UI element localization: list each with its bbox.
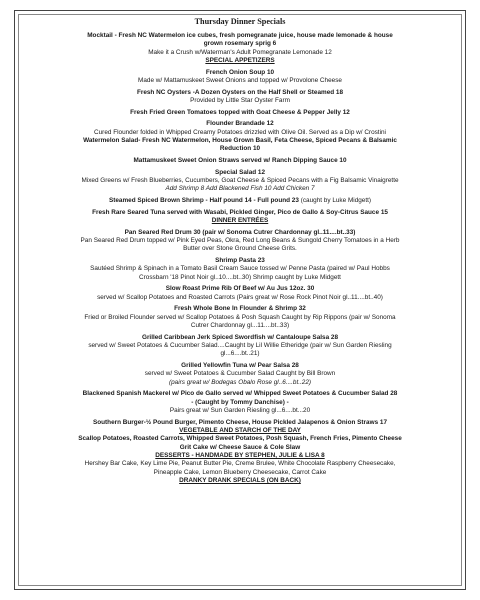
entrees-heading: DINNER ENTRÉES	[211, 216, 269, 224]
soup-name: French Onion Soup 10	[205, 68, 275, 76]
flounder-desc-2: Cutrer Chardonnay gl...11....bt..33)	[190, 321, 290, 329]
vegetables-line-1: Scallop Potatoes, Roasted Carrots, Whipped Sweet Potatoes, Posh Squash, French Fries, Pimento Cheese	[78, 435, 402, 443]
swordfish-desc-1: served w/ Sweet Potatoes & Cucumber Salad....Caught by Lil Willie Etheridge (pair w/ Sun Garden Riesling	[88, 341, 392, 349]
mackerel-pair: Pairs great w/ Sun Garden Riesling gl...6....bt...20	[169, 406, 311, 414]
oysters-name: Fresh NC Oysters -A Dozen Oysters on the Half Shell or Steamed 18	[136, 88, 344, 96]
brandade-name: Flounder Brandade 12	[206, 120, 274, 128]
shrimp-name: Steamed Spiced Brown Shrimp - Half pound 14 - Full pound 23	[108, 196, 299, 204]
prime-rib-name: Slow Roast Prime Rib Of Beef w/ Au Jus 12oz. 30	[165, 285, 315, 293]
special-salad-addons: Add Shrimp 8 Add Blackened Fish 10 Add Chicken 7	[165, 185, 315, 193]
shrimp-note: (caught by Luke Midgett)	[300, 196, 372, 204]
menu-content	[22, 14, 458, 485]
oysters-desc: Provided by Little Star Oyster Farm	[190, 97, 290, 104]
mackerel-name-1: Blackened Spanish Mackerel w/ Pico de Gallo served w/ Whipped Sweet Potatoes & Cucumber Salad 28	[82, 390, 398, 398]
onion-straws-name: Mattamuskeet Sweet Onion Straws served w/ Ranch Dipping Sauce 10	[133, 156, 347, 164]
flounder-desc-1: Fried or Broiled Flounder served w/ Scallop Potatoes & Posh Squash Caught by Rip Rippons (pair w/ Sonoma	[84, 313, 396, 321]
crush-line: Make it a Crush w/Waterman's Adult Pomegranate Lemonade 12	[148, 48, 332, 56]
vegetables-line-2: Grit Cake w/ Cheese Sauce & Cole Slaw	[179, 443, 301, 451]
prime-rib-desc: served w/ Scallop Potatoes and Roasted Carrots (Pairs great w/ Rose Rock Pinot Noir gl..11....bt..40)	[97, 293, 383, 301]
swordfish-desc-2: gl...6....bt..21)	[220, 350, 260, 358]
desserts-line-1: Hershey Bar Cake, Key Lime Pie, Peanut Butter Pie, Creme Brulee, White Chocolate Raspberry Cheesecake,	[84, 460, 396, 468]
mackerel-name-2: - (Caught by Tommy Danchise) -	[191, 398, 289, 406]
special-salad-name: Special Salad 12	[214, 168, 266, 176]
special-salad-desc: Mixed Greens w/ Fresh Blueberries, Cucumbers, Goat Cheese & Spiced Pecans with a Fig Balsamic Vinaigrette	[81, 176, 399, 184]
shrimp-pasta-desc-1: Sautéed Shrimp & Spinach in a Tomato Basil Cream Sauce tossed w/ Penne Pasta (paired w/ Paul Hobbs	[90, 265, 390, 273]
flounder-name: Fresh Whole Bone In Flounder & Shrimp 32	[174, 305, 306, 313]
red-drum-name: Pan Seared Red Drum 30 (pair w/ Sonoma Cutrer Chardonnay gl..11....bt..33)	[124, 228, 356, 236]
brandade-desc: Cured Flounder folded in Whipped Creamy Potatoes drizzled with Olive Oil. Served as a Dip w/ Crostini	[94, 128, 386, 136]
burger-name: Southern Burger-½ Pound Burger, Pimento Cheese, House Pickled Jalapenos & Onion Straws 17	[92, 418, 388, 426]
shrimp-line	[22, 197, 458, 205]
shrimp-pasta-desc-2: Crossbarn '18 Pinot Noir gl..10....bt..30) Shrimp caught by Luke Midgett	[139, 273, 341, 281]
drinks-footer: DRANKY DRANK SPECIALS (ON BACK)	[179, 476, 301, 484]
mocktail-line-2: grown rosemary sprig 6	[203, 40, 277, 48]
red-drum-desc-2: Butter over Stone Ground Cheese Grits.	[183, 245, 297, 253]
appetizers-heading: SPECIAL APPETIZERS	[205, 57, 275, 65]
tuna-name: Fresh Rare Seared Tuna served with Wasabi, Pickled Ginger, Pico de Gallo & Soy-Citrus Sauce 15	[92, 208, 388, 216]
yellowfin-name: Grilled Yellowfin Tuna w/ Pear Salsa 28	[181, 361, 299, 369]
vegetables-heading: VEGETABLE AND STARCH OF THE DAY	[179, 426, 301, 434]
soup-desc: Made w/ Mattamuskeet Sweet Onions and topped w/ Provolone Cheese	[138, 77, 342, 85]
yellowfin-desc: served w/ Sweet Potatoes & Cucumber Salad Caught by Bill Brown	[144, 370, 336, 378]
page-title: Thursday Dinner Specials	[194, 17, 286, 26]
shrimp-pasta-name: Shrimp Pasta 23	[215, 256, 265, 264]
mocktail-line-1: Mocktail - Fresh NC Watermelon ice cubes, fresh pomegranate juice, house made lemonade & house	[87, 32, 393, 39]
red-drum-desc-1: Pan Seared Red Drum topped w/ Pink Eyed Peas, Okra, Red Long Beans & Sungold Cherry Tomatoes in a Herb	[80, 236, 400, 244]
swordfish-name: Grilled Caribbean Jerk Spiced Swordfish w/ Cantaloupe Salsa 28	[141, 333, 339, 341]
desserts-line-2: Pineapple Cake, Lemon Blueberry Cheesecake, Carrot Cake	[153, 468, 327, 476]
desserts-heading: DESSERTS - HANDMADE BY STEPHEN, JULIE & LISA 8	[155, 451, 325, 459]
watermelon-salad-line-2: Reduction 10	[219, 145, 261, 153]
tomatoes-name: Fresh Fried Green Tomatoes topped with Goat Cheese & Pepper Jelly 12	[130, 108, 350, 116]
yellowfin-pair: (pairs great w/ Bodegas Obalo Rose gl..6....bt..22)	[168, 378, 312, 386]
watermelon-salad-line-1: Watermelon Salad- Fresh NC Watermelon, House Grown Basil, Feta Cheese, Spiced Pecans & Balsamic	[83, 136, 397, 144]
